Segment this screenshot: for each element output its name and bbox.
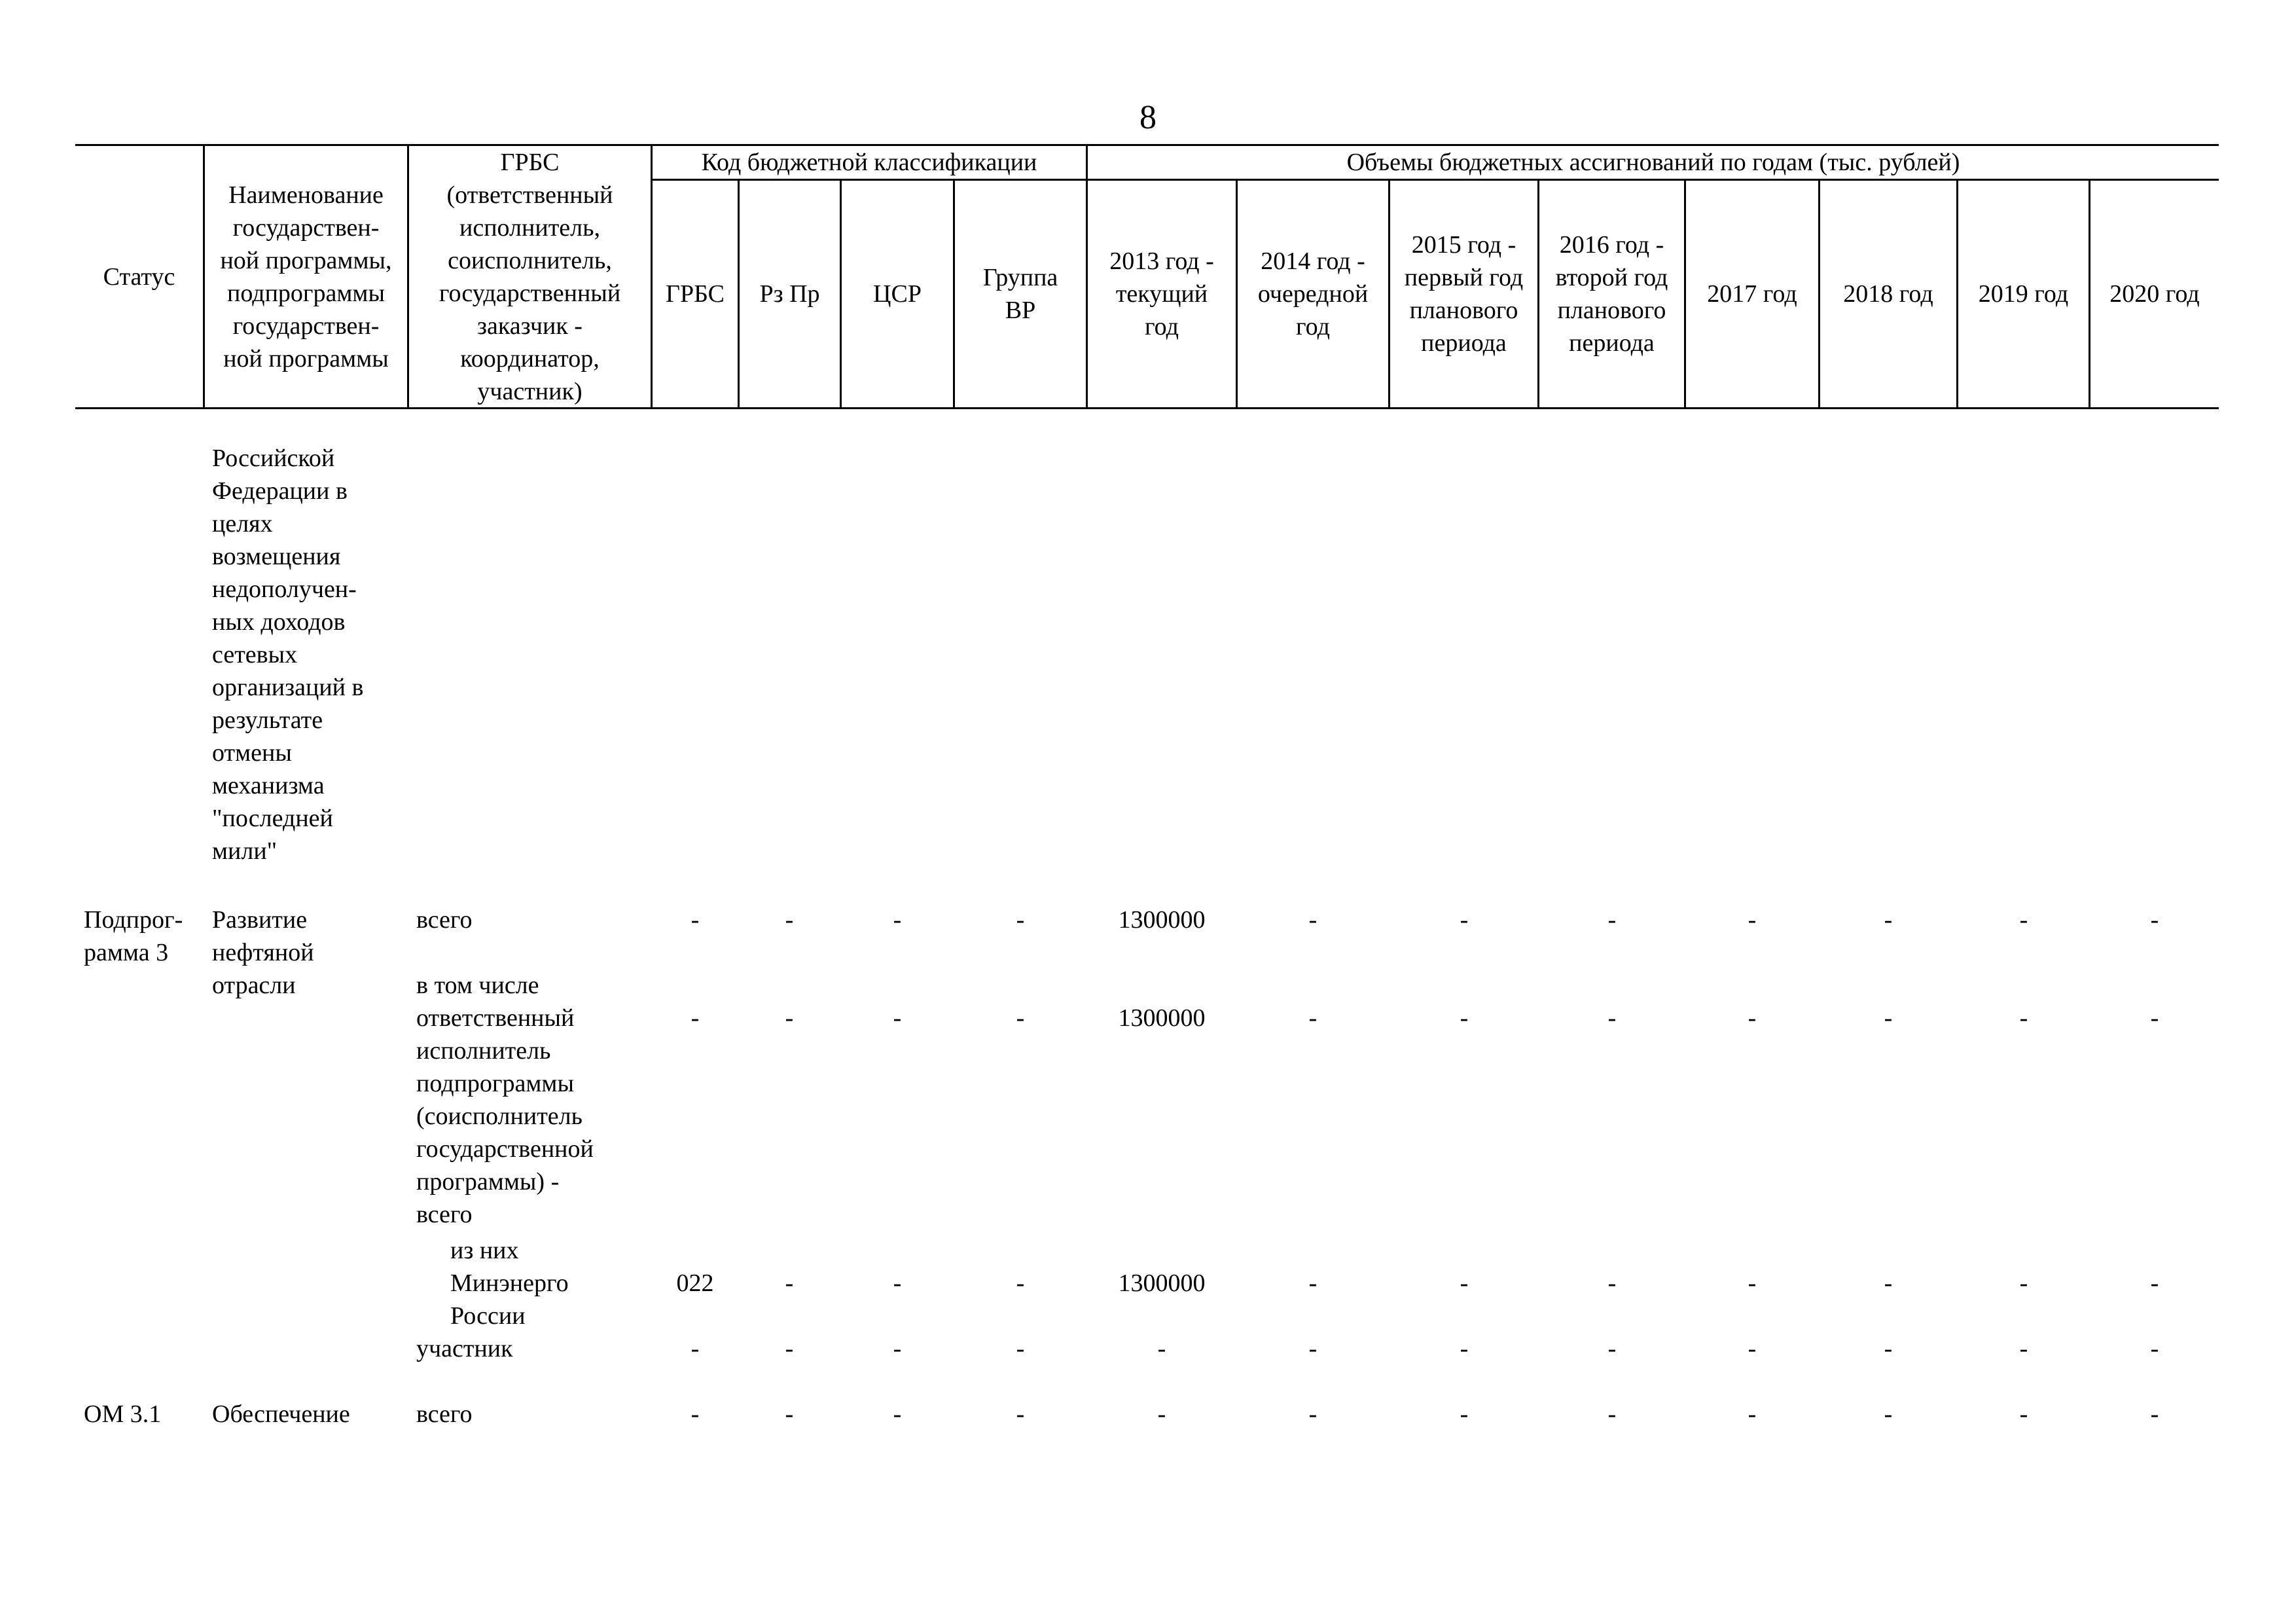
- table-cell: -: [2019, 1004, 2028, 1032]
- continuation-program-name: Российской Федерации в целях возмещения недополучен- ных доходов сетевых организаций в результате отмены механизма "последней мили": [212, 445, 364, 865]
- table-cell: -: [1308, 1400, 1318, 1428]
- table-cell: -: [691, 1400, 700, 1428]
- table-cell: -: [1607, 1400, 1617, 1428]
- table-cell: -: [1884, 1269, 1893, 1297]
- header-code-rzpr: Рз Пр: [759, 280, 820, 308]
- om-3-1-name: Обеспечение: [212, 1400, 350, 1428]
- table-cell: -: [893, 1400, 902, 1428]
- table-cell: -: [1607, 1335, 1617, 1362]
- table-cell: -: [691, 1004, 700, 1032]
- subprogram-3-status: Подпрог- рамма 3: [84, 906, 183, 966]
- table-cell: -: [1157, 1400, 1166, 1428]
- om-3-1-total-label: всего: [416, 1400, 473, 1428]
- table-cell: -: [1607, 1269, 1617, 1297]
- table-cell: -: [1460, 1269, 1469, 1297]
- subprogram-3-participant-label: участник: [416, 1335, 513, 1362]
- subprogram-3-total-label: всего: [416, 906, 473, 934]
- header-year-2014: 2014 год - очередной год: [1257, 247, 1369, 340]
- table-cell: -: [785, 1004, 794, 1032]
- header-status: Статус: [103, 263, 175, 291]
- header-program-name: Наименование государствен- ной программы, подпрограммы государствен- ной программы: [220, 181, 392, 373]
- table-cell: 1300000: [1118, 1004, 1206, 1032]
- table-cell: -: [1016, 906, 1025, 934]
- table-cell: -: [1460, 1335, 1469, 1362]
- header-year-2016: 2016 год - второй год планового периода: [1555, 231, 1668, 357]
- table-cell: -: [1607, 1004, 1617, 1032]
- table-cell: -: [2150, 1004, 2159, 1032]
- table-cell: 022: [676, 1269, 714, 1297]
- table-cell: -: [2019, 906, 2028, 934]
- table-cell: -: [2150, 1335, 2159, 1362]
- header-year-2013: 2013 год - текущий год: [1109, 247, 1214, 340]
- table-cell: -: [2150, 1400, 2159, 1428]
- table-cell: 1300000: [1118, 1269, 1206, 1297]
- table-cell: -: [1016, 1269, 1025, 1297]
- table-cell: -: [1016, 1004, 1025, 1032]
- table-cell: -: [1884, 1400, 1893, 1428]
- table-cell: -: [1460, 906, 1469, 934]
- header-year-2018: 2018 год: [1843, 280, 1933, 308]
- om-3-1-status: ОМ 3.1: [84, 1400, 162, 1428]
- table-cell: -: [2019, 1269, 2028, 1297]
- table-cell: -: [1748, 906, 1757, 934]
- table-cell: -: [2150, 1269, 2159, 1297]
- table-cell: -: [785, 906, 794, 934]
- table-cell: -: [1308, 1269, 1318, 1297]
- header-year-2019: 2019 год: [1978, 280, 2069, 308]
- header-grbs-executor: ГРБС (ответственный исполнитель, соисполнитель, государственный заказчик - координатор, участник): [439, 148, 621, 405]
- page-number: 8: [1139, 99, 1157, 136]
- table-cell: -: [1016, 1335, 1025, 1362]
- table-cell: -: [691, 906, 700, 934]
- table-cell: -: [785, 1269, 794, 1297]
- table-cell: -: [691, 1335, 700, 1362]
- subprogram-3-minenergo-label: Минэнерго России: [450, 1269, 569, 1330]
- table-cell: -: [2150, 906, 2159, 934]
- table-cell: -: [2019, 1335, 2028, 1362]
- table-cell: -: [1308, 906, 1318, 934]
- subprogram-3-resp-label: ответственный исполнитель подпрограммы (соисполнитель государственной программы) - всего: [416, 1004, 594, 1228]
- table-cell: -: [1884, 1335, 1893, 1362]
- table-cell: -: [785, 1400, 794, 1428]
- table-cell: -: [1308, 1004, 1318, 1032]
- header-code-vr: Группа ВР: [982, 264, 1058, 324]
- table-cell: -: [1748, 1004, 1757, 1032]
- table-cell: -: [1884, 906, 1893, 934]
- table-cell: -: [893, 1335, 902, 1362]
- table-cell: -: [1607, 906, 1617, 934]
- header-year-2015: 2015 год - первый год планового периода: [1404, 231, 1524, 357]
- header-code-grbs: ГРБС: [665, 280, 725, 308]
- table-cell: -: [893, 1004, 902, 1032]
- table-cell: -: [1308, 1335, 1318, 1362]
- table-cell: -: [1460, 1004, 1469, 1032]
- header-year-2017: 2017 год: [1707, 280, 1797, 308]
- table-cell: -: [893, 906, 902, 934]
- table-cell: -: [1748, 1335, 1757, 1362]
- subprogram-3-incl-label: в том числе: [416, 972, 539, 999]
- header-budget-code-group: Код бюджетной классификации: [701, 149, 1037, 176]
- table-cell: -: [1016, 1400, 1025, 1428]
- header-year-2020: 2020 год: [2109, 280, 2200, 308]
- table-cell: -: [785, 1335, 794, 1362]
- table-cell: -: [2019, 1400, 2028, 1428]
- header-code-csr: ЦСР: [873, 280, 922, 308]
- header-volumes-group: Объемы бюджетных ассигнований по годам (тыс. рублей): [1346, 149, 1960, 176]
- table-cell: -: [1884, 1004, 1893, 1032]
- table-cell: -: [893, 1269, 902, 1297]
- subprogram-3-of-them-label: из них: [450, 1237, 519, 1264]
- subprogram-3-name: Развитие нефтяной отрасли: [212, 906, 314, 999]
- table-cell: -: [1748, 1269, 1757, 1297]
- table-cell: 1300000: [1118, 906, 1206, 934]
- table-cell: -: [1157, 1335, 1166, 1362]
- table-cell: -: [1460, 1400, 1469, 1428]
- table-cell: -: [1748, 1400, 1757, 1428]
